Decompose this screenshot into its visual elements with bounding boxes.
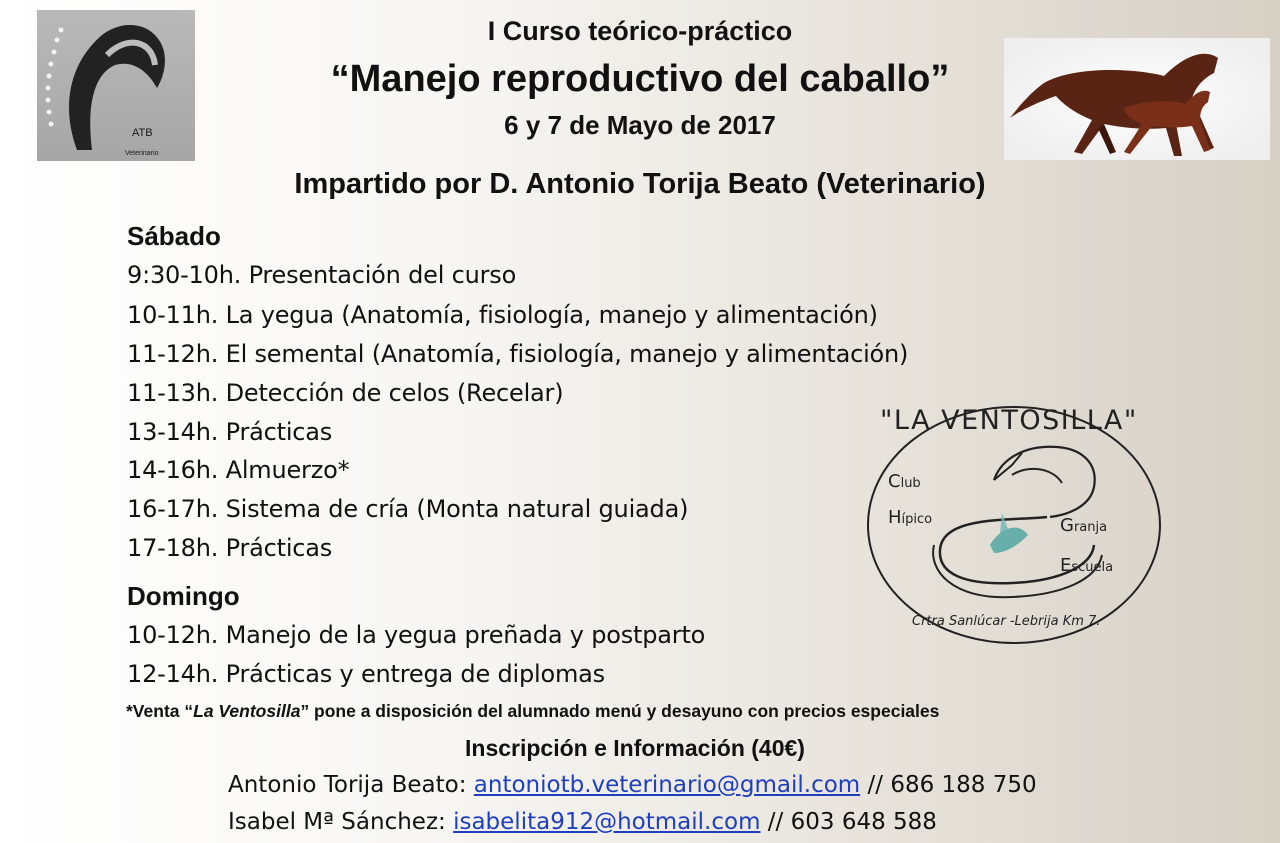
schedule-item: 16-17h. Sistema de cría (Monta natural guiada) — [127, 495, 689, 523]
svg-text:Crtra Sanlúcar -Lebrija Km 7.: Crtra Sanlúcar -Lebrija Km 7. — [912, 614, 1101, 629]
contact-phone: // 686 188 750 — [860, 772, 1037, 798]
schedule-item: 10-11h. La yegua (Anatomía, fisiología, manejo y alimentación) — [127, 301, 878, 329]
contact-name: Isabel Mª Sánchez: — [228, 809, 454, 835]
svg-text:Granja: Granja — [1060, 515, 1108, 536]
schedule-item: 11-13h. Detección de celos (Recelar) — [127, 379, 564, 407]
contact-line — [228, 809, 937, 835]
la-ventosilla-logo — [862, 395, 1167, 645]
schedule-item: 10-12h. Manejo de la yegua preñada y postparto — [127, 621, 706, 649]
lunch-note — [126, 701, 939, 722]
ventosilla-name: "LA VENTOSILLA" — [880, 405, 1138, 436]
sunday-heading: Domingo — [127, 581, 240, 611]
horse-head-logo-icon — [37, 10, 195, 161]
saturday-heading: Sábado — [127, 221, 221, 251]
svg-text:Club: Club — [888, 471, 921, 492]
course-dates: 6 y 7 de Mayo de 2017 — [504, 110, 776, 140]
ventosilla-emblem-icon — [862, 395, 1167, 645]
atb-logo-subtitle: Veterinario — [125, 150, 159, 157]
schedule-item: 17-18h. Prácticas — [127, 534, 333, 562]
horses-photo — [1004, 38, 1270, 160]
schedule-item: 11-12h. El semental (Anatomía, fisiología, manejo y alimentación) — [127, 340, 909, 368]
contact-phone: // 603 648 588 — [760, 809, 937, 835]
contact-email-link[interactable]: isabelita912@hotmail.com — [453, 809, 761, 835]
schedule-item: 13-14h. Prácticas — [127, 418, 333, 446]
note-suffix: ” pone a disposición del alumnado menú y desayuno con precios especiales — [300, 701, 940, 721]
course-title: “Manejo reproductivo del caballo” — [330, 58, 950, 100]
registration-title: Inscripción e Información (40€) — [465, 735, 805, 761]
contact-name: Antonio Torija Beato: — [228, 772, 474, 798]
atb-logo — [37, 10, 195, 161]
atb-logo-name: ATB — [132, 127, 153, 139]
contact-email-link[interactable]: antoniotb.veterinario@gmail.com — [473, 772, 861, 798]
note-prefix: *Venta “ — [126, 701, 194, 721]
svg-text:Hípico: Hípico — [888, 507, 933, 528]
schedule-item: 9:30-10h. Presentación del curso — [127, 261, 517, 289]
contact-line — [228, 772, 1037, 798]
svg-text:Escuela: Escuela — [1060, 555, 1114, 576]
course-subtitle: I Curso teórico-práctico — [487, 16, 793, 46]
schedule-item: 12-14h. Prácticas y entrega de diplomas — [127, 660, 605, 688]
mare-and-foal-image-icon — [1004, 38, 1270, 160]
schedule-item: 14-16h. Almuerzo* — [127, 456, 350, 484]
instructor-line: Impartido por D. Antonio Torija Beato (Veterinario) — [294, 168, 986, 200]
note-venue: La Ventosilla — [193, 701, 301, 721]
